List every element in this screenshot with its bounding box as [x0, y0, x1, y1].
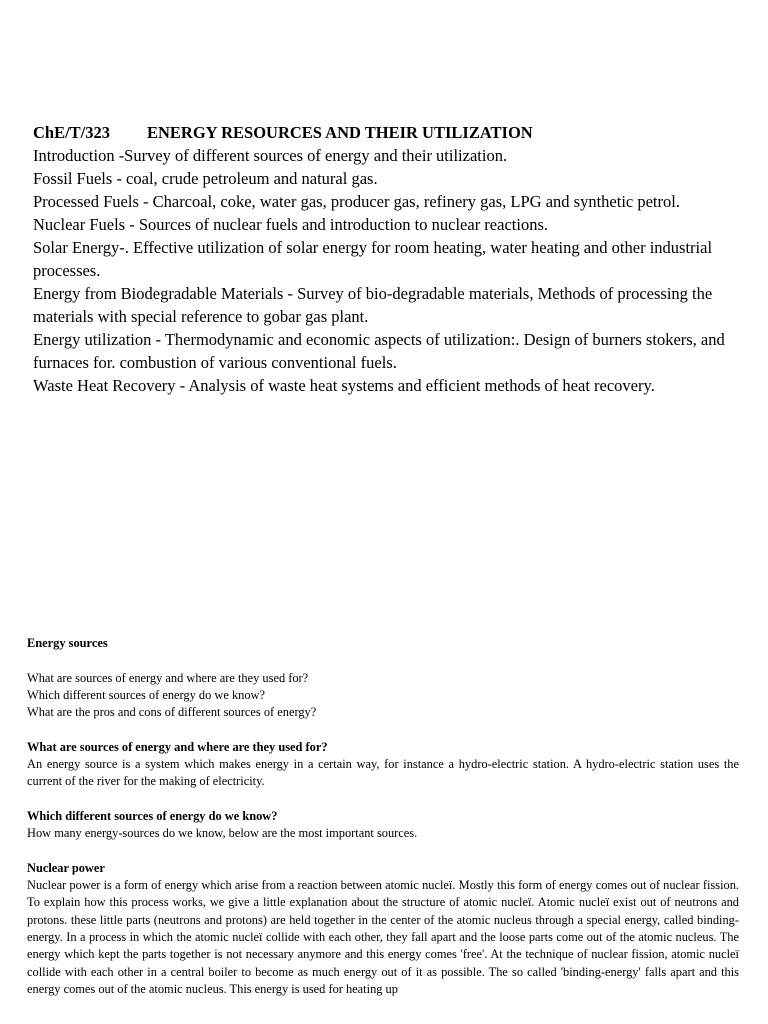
section-heading: What are sources of energy and where are they used for?	[27, 739, 328, 754]
course-header	[33, 121, 743, 144]
syllabus-line: Processed Fuels - Charcoal, coke, water gas, producer gas, refinery gas, LPG and synthetic petrol.	[33, 192, 680, 211]
course-code: ChE/T/323	[33, 123, 111, 142]
energy-sources-section	[27, 635, 739, 998]
question-item: Which different sources of energy do we know?	[27, 687, 265, 702]
section-body: An energy source is a system which makes energy in a certain way, for instance a hydro-electric station. A hydro-electric station uses the current of the river for the making of electricity.	[27, 757, 739, 789]
course-title: ENERGY RESOURCES AND THEIR UTILIZATION	[147, 123, 533, 142]
syllabus-line: Introduction -Survey of different sources of energy and their utilization.	[33, 146, 508, 165]
energy-sources-title: Energy sources	[27, 636, 108, 650]
syllabus-line: Fossil Fuels - coal, crude petroleum and natural gas.	[33, 169, 378, 188]
syllabus-line: Energy utilization - Thermodynamic and economic aspects of utilization:. Design of burners stokers, and furnaces for. combustion of various conventional fuels.	[33, 330, 725, 372]
question-item: What are sources of energy and where are they used for?	[27, 670, 309, 685]
section-body: How many energy-sources do we know, below are the most important sources.	[27, 826, 418, 841]
syllabus-line: Solar Energy-. Effective utilization of solar energy for room heating, water heating and other industrial processes.	[33, 238, 713, 280]
nuclear-power-heading: Nuclear power	[27, 860, 105, 875]
syllabus-section	[33, 121, 743, 397]
syllabus-line: Energy from Biodegradable Materials - Survey of bio-degradable materials, Methods of processing the materials with special reference to gobar gas plant.	[33, 284, 713, 326]
syllabus-line: Waste Heat Recovery - Analysis of waste heat systems and efficient methods of heat recovery.	[33, 376, 655, 395]
nuclear-power-body: Nuclear power is a form of energy which arise from a reaction between atomic nucleï. Mostly this form of energy comes out of nuclear fission. To explain how this process works, we give a little explanation about the structure of atomic nucleï. Atomic nucleï exist out of neutrons and protons. these little parts (neutrons and protons) are held together in the center of the atomic nucleus through a special energy, called binding-energy. In a process in which the atomic nucleï collide with each other, they fall apart and the loose parts come out of the atomic nucleus. The energy which kept the parts together is not necessary anymore and this energy comes 'free'. At the technique of nuclear fission, atomic nucleï collide with each other in a central boiler to become as much energy out of it as possible. The so called 'binding-energy' falls apart and this energy comes out of the atomic nucleus. This energy is used for heating up	[27, 878, 739, 996]
section-heading: Which different sources of energy do we know?	[27, 808, 278, 823]
question-item: What are the pros and cons of different sources of energy?	[27, 705, 317, 720]
syllabus-line: Nuclear Fuels - Sources of nuclear fuels and introduction to nuclear reactions.	[33, 215, 548, 234]
